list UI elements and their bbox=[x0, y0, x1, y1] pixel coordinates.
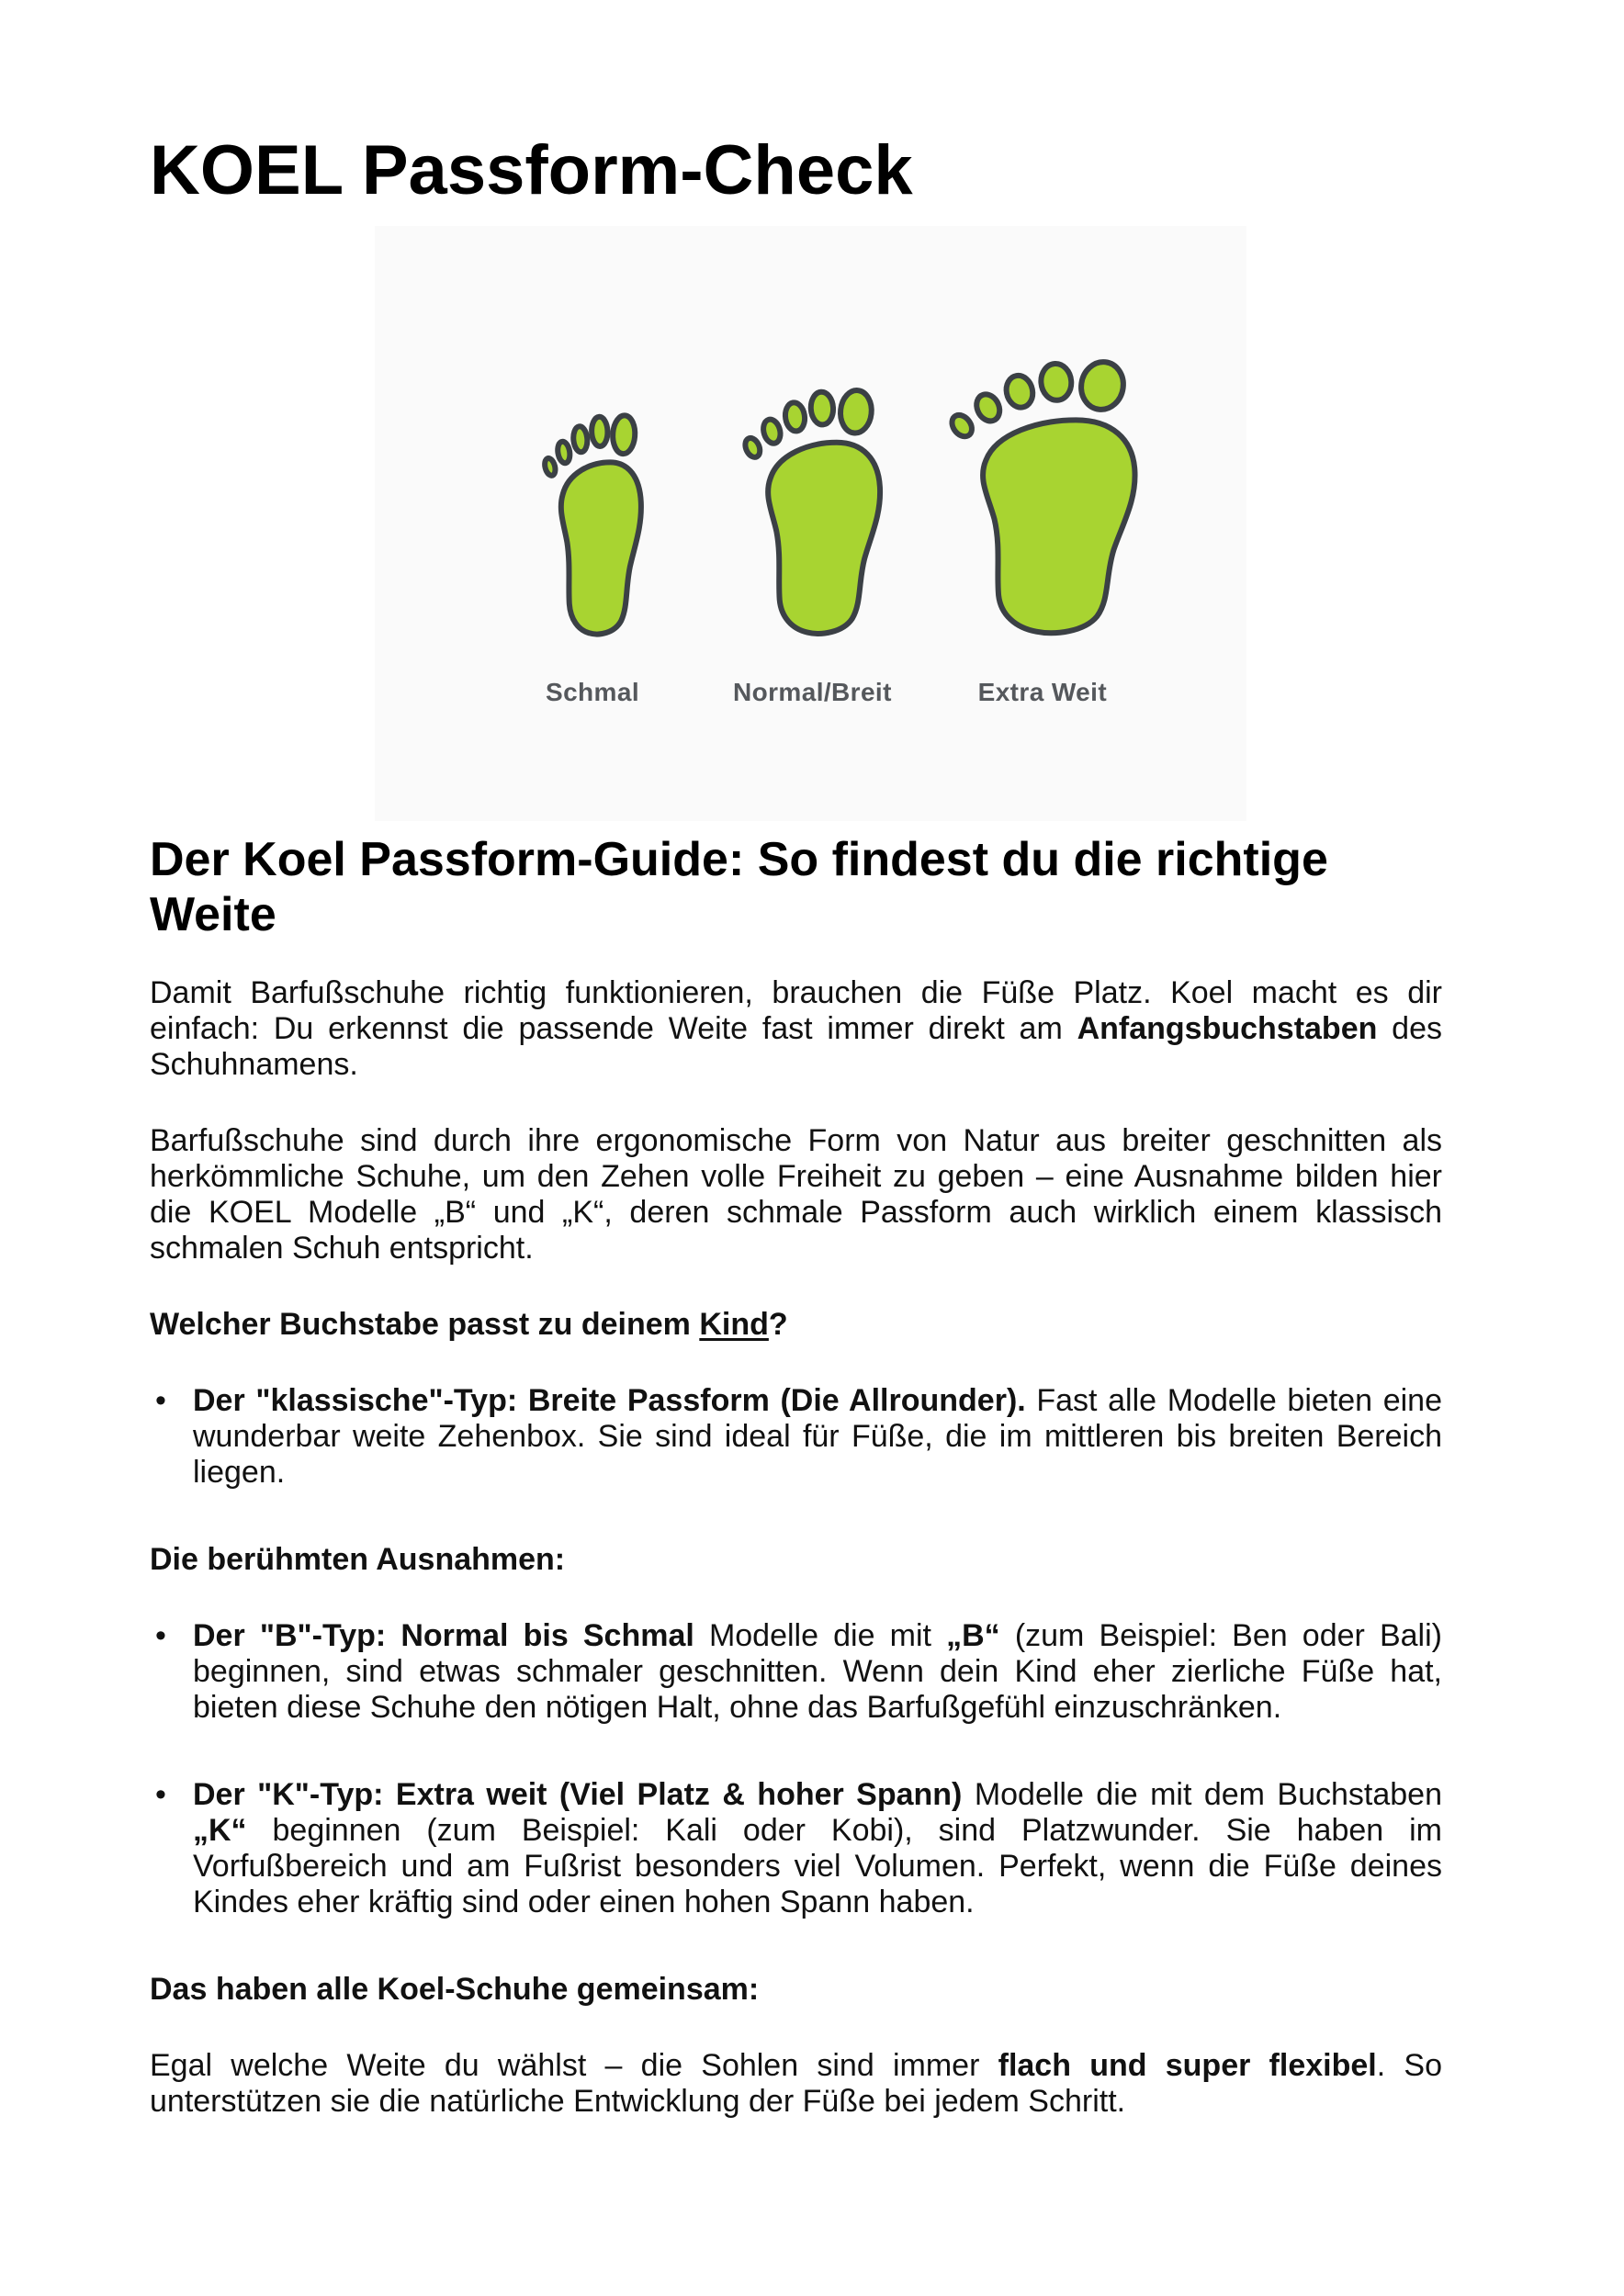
text-run: des Schuhnamens. bbox=[150, 1011, 1442, 1082]
feet-width-figure bbox=[375, 226, 1246, 821]
foot-label-schmal: Schmal bbox=[546, 678, 639, 706]
section-heading bbox=[150, 1307, 1442, 1343]
foot-column-extra-weit bbox=[938, 334, 1147, 707]
bold-text-run: ? bbox=[768, 1307, 788, 1342]
underlined-text-run: Kind bbox=[699, 1307, 769, 1342]
footprint-wide-icon bbox=[938, 334, 1147, 639]
text-run: (zum Beispiel: Ben oder Bali) beginnen, sind etwas schmaler geschnitten. Wenn dein Kind eher zierliche Füße hat, bieten diese Schuhe den nötigen Halt, ohne das Barfußgefühl einzuschränken. bbox=[193, 1618, 1442, 1725]
text-run: Barfußschuhe sind durch ihre ergonomische Form von Natur aus breiter geschnitten als herkömmliche Schuhe, um den Zehen volle Freiheit zu geben – eine Ausnahme bilden hier die KOEL Modelle „B“ und „K“, deren schmale Passform auch wirklich einem klassisch schmalen Schuh entspricht. bbox=[150, 1123, 1442, 1266]
foot-label-extra-weit: Extra Weit bbox=[977, 678, 1108, 706]
bold-text-run: „K“ bbox=[193, 1813, 247, 1848]
bold-text-run: Der "K"-Typ: Extra weit (Viel Platz & hoher Spann) bbox=[193, 1777, 963, 1812]
section-heading bbox=[150, 1972, 1442, 2008]
bold-text-run: „B“ bbox=[946, 1618, 1000, 1653]
bullet-text bbox=[193, 1618, 1442, 1726]
paragraph bbox=[150, 1123, 1442, 1266]
text-run: . So unterstützen sie die natürliche Entwicklung der Füße bei jedem Schritt. bbox=[150, 2048, 1442, 2119]
text-run: Egal welche Weite du wählst – die Sohlen sind immer bbox=[150, 2048, 998, 2083]
bold-text-run: Die berühmten Ausnahmen: bbox=[150, 1542, 566, 1577]
document-body bbox=[150, 975, 1442, 2120]
bullet-item bbox=[150, 1777, 1442, 1920]
guide-heading: Der Koel Passform-Guide: So findest du die richtige Weite bbox=[150, 833, 1328, 941]
footprint-narrow-icon bbox=[537, 393, 648, 639]
bold-text-run: Das haben alle Koel-Schuhe gemeinsam: bbox=[150, 1972, 760, 2007]
paragraph bbox=[150, 975, 1442, 1083]
text-run: Damit Barfußschuhe richtig funktionieren, brauchen die Füße Platz. Koel macht es dir einfach: Du erkennst die passende Weite fast immer direkt am bbox=[150, 975, 1442, 1046]
footprint-medium-icon bbox=[735, 366, 889, 639]
bold-text-run: Der "B"-Typ: Normal bis Schmal bbox=[193, 1618, 694, 1653]
bold-text-run: Anfangsbuchstaben bbox=[1077, 1011, 1378, 1046]
paragraph bbox=[150, 2048, 1442, 2120]
section-heading bbox=[150, 1542, 1442, 1578]
text-run: Fast alle Modelle bieten eine wunderbar weite Zehenbox. Sie sind ideal für Füße, die im mittleren bis breiten Bereich liegen. bbox=[193, 1383, 1442, 1490]
foot-column-schmal bbox=[537, 393, 648, 707]
text-run: Modelle die mit dem Buchstaben bbox=[962, 1777, 1442, 1812]
foot-column-normal-breit bbox=[733, 366, 892, 707]
bullet-text bbox=[193, 1383, 1442, 1491]
bold-text-run: flach und super flexibel bbox=[998, 2048, 1377, 2083]
bullet-marker: • bbox=[155, 1618, 166, 1653]
bullet-marker: • bbox=[155, 1777, 166, 1812]
bold-text-run: Der "klassische"-Typ: Breite Passform (Die Allrounder). bbox=[193, 1383, 1026, 1418]
bullet-item bbox=[150, 1618, 1442, 1726]
text-run: beginnen (zum Beispiel: Kali oder Kobi), sind Platzwunder. Sie haben im Vorfußbereich und am Fußrist besonders viel Volumen. Perfekt, wenn die Füße deines Kindes eher kräftig sind oder einen hohen Spann haben. bbox=[193, 1813, 1442, 1919]
bullet-text bbox=[193, 1777, 1442, 1920]
page-title: KOEL Passform-Check bbox=[150, 131, 913, 209]
bullet-item bbox=[150, 1383, 1442, 1491]
text-run: Modelle die mit bbox=[694, 1618, 947, 1653]
bullet-marker: • bbox=[155, 1383, 166, 1418]
bold-text-run: Welcher Buchstabe passt zu deinem bbox=[150, 1307, 700, 1342]
foot-label-normal-breit: Normal/Breit bbox=[733, 678, 892, 706]
